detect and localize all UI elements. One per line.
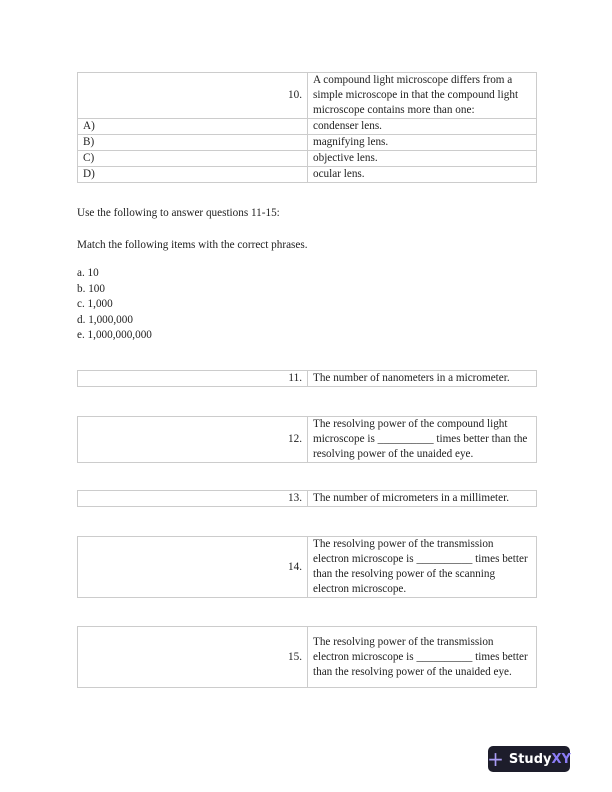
question-number: 12. <box>78 417 308 463</box>
option-text: ocular lens. <box>308 167 537 183</box>
question-text: The resolving power of the transmission electron microscope is __________ times better than the resolving power of the scanning electron microscope. <box>308 537 537 598</box>
choice-item: a. 10 <box>77 267 99 279</box>
question-text: The number of nanometers in a micrometer. <box>308 371 537 387</box>
option-text: condenser lens. <box>308 119 537 135</box>
choice-list <box>77 266 152 344</box>
instructions: Use the following to answer questions 11-15: <box>77 207 280 219</box>
brand-name <box>509 752 571 767</box>
brand-accent: XY <box>551 751 571 767</box>
question-text: The number of micrometers in a millimeter. <box>308 491 537 507</box>
option-label: A) <box>78 119 308 135</box>
choice-item: e. 1,000,000,000 <box>77 329 152 341</box>
plus-icon: + <box>487 747 504 771</box>
question-text: The resolving power of the compound light microscope is __________ times better than the resolving power of the unaided eye. <box>308 417 537 463</box>
brand-main: Study <box>508 751 552 767</box>
choice-item: b. 100 <box>77 282 105 295</box>
option-text: magnifying lens. <box>308 135 537 151</box>
question-text: A compound light microscope differs from a simple microscope in that the compound light microscope contains more than one: <box>308 73 537 119</box>
question-10-table <box>77 72 537 183</box>
choice-item: c. 1,000 <box>77 298 113 310</box>
option-label: B) <box>78 135 308 151</box>
question-number: 10. <box>78 73 308 119</box>
question-12-table <box>77 416 537 463</box>
question-number: 15. <box>78 627 308 688</box>
question-number: 11. <box>78 371 308 387</box>
question-13-table <box>77 490 537 507</box>
match-prompt: Match the following items with the correct phrases. <box>77 239 308 251</box>
studyxy-badge[interactable] <box>488 746 570 772</box>
option-text: objective lens. <box>308 151 537 167</box>
question-number: 14. <box>78 537 308 598</box>
question-11-table <box>77 370 537 387</box>
choice-item: d. 1,000,000 <box>77 313 133 326</box>
question-text: The resolving power of the transmission electron microscope is __________ times better than the resolving power of the unaided eye. <box>308 627 537 688</box>
option-label: D) <box>78 167 308 183</box>
question-number: 13. <box>78 491 308 507</box>
option-label: C) <box>78 151 308 167</box>
question-14-table <box>77 536 537 598</box>
question-15-table <box>77 626 537 688</box>
